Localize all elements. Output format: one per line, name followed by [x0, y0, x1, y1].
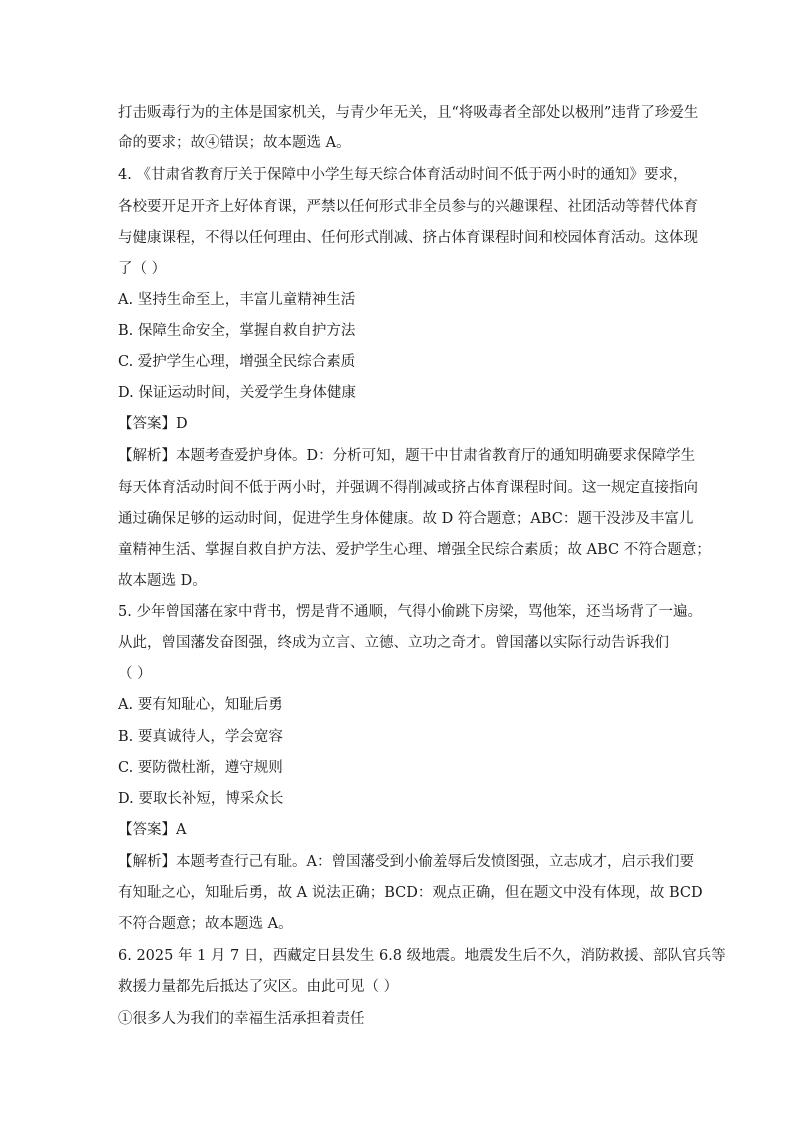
option-d: D. 要取长补短，博采众长 — [118, 791, 284, 807]
text-line: 不符合题意；故本题选 A。 — [118, 916, 293, 932]
option-b: B. 要真诚待人，学会宽容 — [118, 729, 283, 745]
option-d: D. 保证运动时间，关爱学生身体健康 — [118, 385, 356, 401]
option-a: A. 要有知耻心，知耻后勇 — [118, 697, 283, 713]
option-c: C. 要防微杜渐，遵守规则 — [118, 760, 283, 776]
text-line: 故本题选 D。 — [118, 573, 207, 589]
text-line: 每天体育活动时间不低于两小时，并强调不得削减或挤占体育课程时间。这一规定直接指向 — [118, 480, 698, 496]
text-line: 通过确保足够的运动时间，促进学生身体健康。故 D 符合题意；ABC：题干没涉及丰富儿 — [118, 511, 694, 527]
text-line: 打击贩毒行为的主体是国家机关，与青少年无关，且“将吸毒者全部处以极刑”违背了珍爱生 — [118, 105, 699, 121]
text-line: 各校要开足开齐上好体育课，严禁以任何形式非全员参与的兴趣课程、社团活动等替代体育 — [118, 199, 698, 215]
option-c: C. 爱护学生心理，增强全民综合素质 — [118, 354, 356, 370]
option-a: A. 坚持生命至上，丰富儿童精神生活 — [118, 292, 356, 308]
statement-1: ①很多人为我们的幸福生活承担着责任 — [118, 1011, 365, 1027]
text-line: 从此，曾国藩发奋图强，终成为立言、立德、立功之奇才。曾国藩以实际行动告诉我们 — [118, 635, 669, 651]
text-line: （ ） — [118, 666, 152, 682]
analysis-line: 【解析】本题考查行己有耻。A：曾国藩受到小偷羞辱后发愤图强，立志成才，启示我们要 — [118, 854, 694, 870]
text-line: 命的要求；故④错误；故本题选 A。 — [118, 135, 351, 151]
text-line: 与健康课程，不得以任何理由、任何形式削减、挤占体育课程时间和校园体育活动。这体现 — [118, 230, 698, 246]
text-line: 童精神生活、掌握自救自护方法、爱护学生心理、增强全民综合素质；故 ABC 不符合题意； — [118, 542, 711, 558]
answer-line: 【答案】A — [118, 822, 187, 838]
option-b: B. 保障生命安全，掌握自救自护方法 — [118, 323, 356, 339]
question-5-stem: 5. 少年曾国藩在家中背书，愣是背不通顺，气得小偷跳下房梁，骂他笨，还当场背了一遍。 — [118, 604, 702, 620]
text-line: 救援力量都先后抵达了灾区。由此可见（ ） — [118, 979, 399, 995]
answer-line: 【答案】D — [118, 416, 188, 432]
text-line: 了（ ） — [118, 261, 167, 277]
analysis-line: 【解析】本题考查爱护身体。D：分析可知，题干中甘肃省教育厅的通知明确要求保障学生 — [118, 448, 696, 464]
question-6-stem: 6. 2025 年 1 月 7 日，西藏定日县发生 6.8 级地震。地震发生后不久，消防救援、部队官兵等 — [118, 948, 726, 964]
question-4-stem: 4. 《甘肃省教育厅关于保障中小学生每天综合体育活动时间不低于两小时的通知》要求， — [118, 167, 688, 183]
text-line: 有知耻之心，知耻后勇，故 A 说法正确；BCD：观点正确，但在题文中没有体现，故 BCD — [118, 885, 703, 901]
